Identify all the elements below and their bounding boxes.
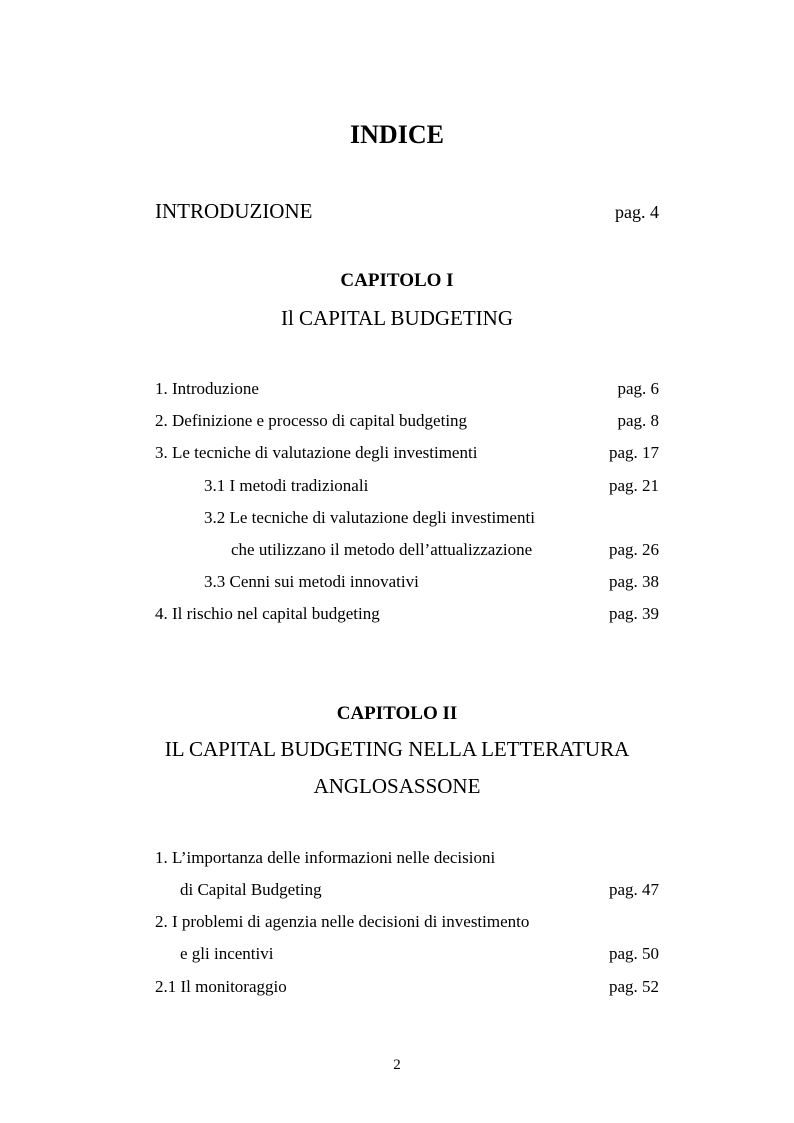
toc-entry: 3.3 Cenni sui metodi innovativi	[204, 572, 419, 591]
toc-entry: 3.1 I metodi tradizionali	[204, 476, 369, 495]
toc-page: pag. 38	[608, 572, 659, 591]
toc-page: pag. 26	[608, 540, 659, 559]
toc-page: pag. 21	[608, 476, 659, 495]
toc-entry: 1. Introduzione	[155, 379, 259, 398]
toc-entry: 1. L’importanza delle informazioni nelle decisioni	[155, 848, 496, 867]
page-number: 2	[393, 1057, 401, 1073]
toc-page: pag. 47	[608, 880, 659, 899]
chapter2-heading: CAPITOLO II	[336, 703, 458, 724]
toc-page: pag. 6	[617, 379, 659, 398]
toc-page: pag. 17	[608, 443, 659, 462]
toc-entry: 4. Il rischio nel capital budgeting	[155, 604, 380, 623]
toc-entry: di Capital Budgeting	[180, 880, 322, 899]
intro-page: pag. 4	[615, 202, 659, 222]
toc-page: pag. 8	[617, 411, 659, 430]
toc-page: pag. 52	[608, 977, 659, 996]
toc-entry: e gli incentivi	[180, 944, 274, 963]
toc-page: pag. 39	[608, 604, 659, 623]
toc-entry: 3. Le tecniche di valutazione degli investimenti	[155, 443, 478, 462]
toc-page: pag. 50	[608, 944, 659, 963]
intro-label: INTRODUZIONE	[155, 199, 313, 223]
chapter2-subtitle-line1: IL CAPITAL BUDGETING NELLA LETTERATURA	[164, 737, 630, 761]
toc-entry: 2.1 Il monitoraggio	[155, 977, 287, 996]
page-title: INDICE	[350, 120, 444, 149]
toc-entry: 2. I problemi di agenzia nelle decisioni di investimento	[155, 912, 530, 931]
toc-entry: 3.2 Le tecniche di valutazione degli investimenti	[204, 508, 535, 527]
toc-entry: che utilizzano il metodo dell’attualizzazione	[231, 540, 533, 559]
toc-entry: 2. Definizione e processo di capital budgeting	[155, 411, 468, 430]
chapter1-subtitle: Il CAPITAL BUDGETING	[280, 306, 513, 330]
chapter2-subtitle-line2: ANGLOSASSONE	[313, 774, 481, 798]
chapter1-heading: CAPITOLO I	[340, 270, 454, 291]
